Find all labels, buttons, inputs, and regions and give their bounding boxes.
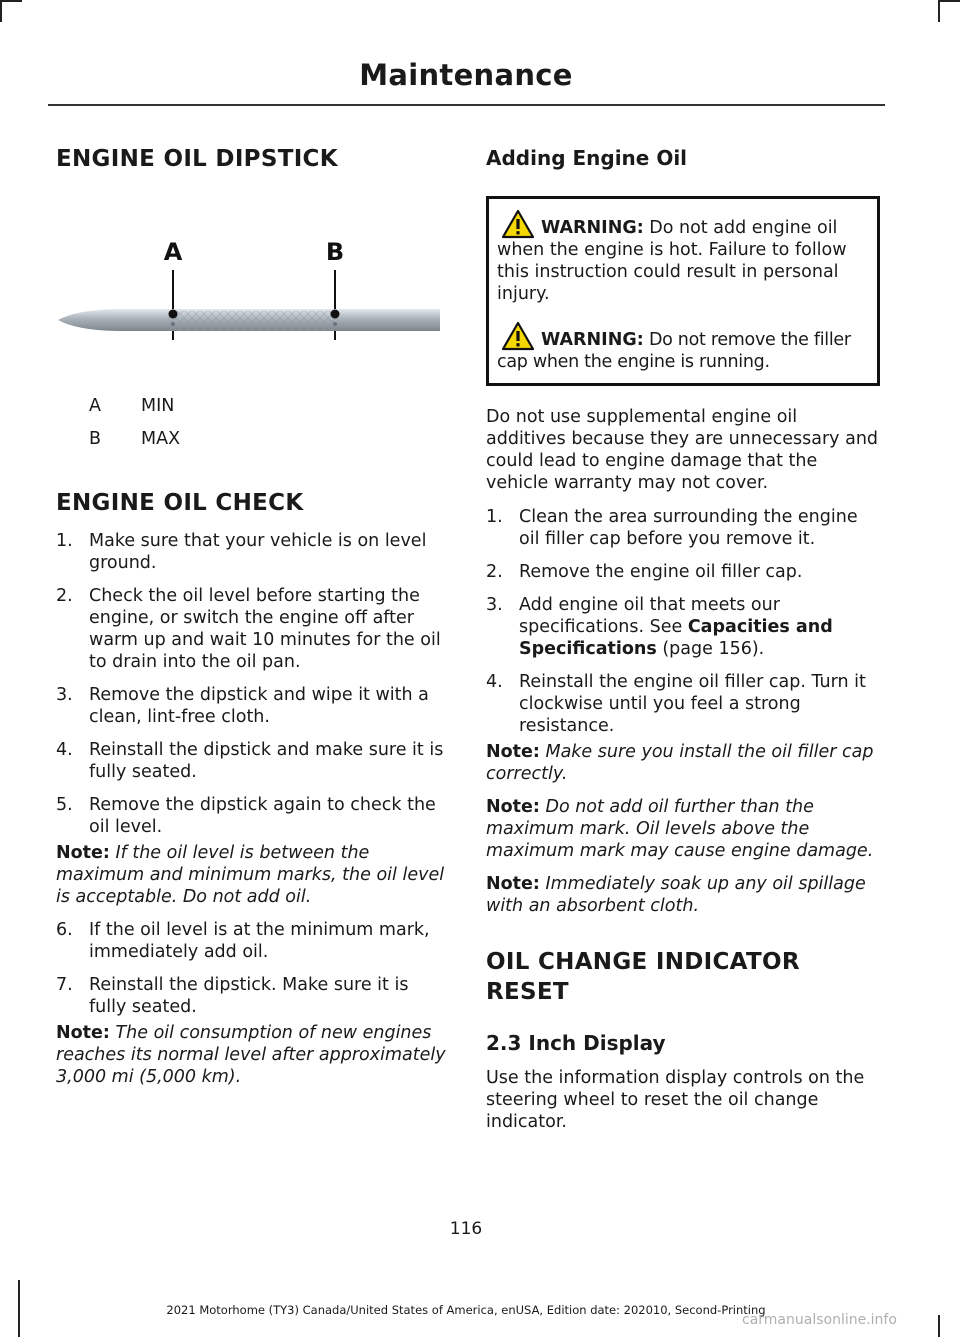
- note-label: Note:: [56, 843, 110, 863]
- step-text: Make sure that your vehicle is on level ground.: [89, 531, 427, 573]
- heading-line: OIL CHANGE INDICATOR: [486, 949, 800, 975]
- edition-footer: 2021 Motorhome (TY3) Canada/United States of America, enUSA, Edition date: 202010, Second-Printing: [166, 1303, 766, 1317]
- adding-oil-steps: [486, 506, 880, 737]
- note-text: Make sure you install the oil filler cap correctly.: [486, 742, 874, 784]
- note-text: If the oil level is between the maximum and minimum marks, the oil level is acceptable. Do not add oil.: [56, 843, 445, 907]
- list-item: [56, 530, 448, 574]
- note: [486, 796, 880, 862]
- note-label: Note:: [486, 742, 540, 762]
- list-item: [486, 506, 880, 550]
- step-text: Add engine oil that meets our specifications. See: [519, 595, 780, 637]
- right-column: [486, 140, 880, 1133]
- note: [56, 1022, 448, 1088]
- warning-text: Do not add engine oil when the engine is hot. Failure to follow this instruction could result in personal injury.: [497, 218, 847, 304]
- step-text: (page 156).: [656, 639, 765, 659]
- note-text: Immediately soak up any oil spillage with an absorbent cloth.: [486, 874, 866, 916]
- oil-check-heading: ENGINE OIL CHECK: [56, 490, 304, 516]
- display-paragraph: Use the information display controls on the steering wheel to reset the oil change indicator.: [486, 1068, 865, 1132]
- step-text: Remove the engine oil filler cap.: [519, 562, 803, 582]
- warning-label: WARNING:: [541, 330, 644, 350]
- list-item: [56, 684, 448, 728]
- crop-mark: [0, 0, 22, 2]
- oil-change-reset-heading: [486, 947, 880, 1007]
- step-text: Reinstall the engine oil filler cap. Turn it clockwise until you feel a strong resistance.: [519, 672, 866, 736]
- list-item: [56, 739, 448, 783]
- list-item: [56, 585, 448, 673]
- step-number: 2.: [56, 586, 73, 606]
- list-item: [56, 919, 448, 963]
- step-text: Remove the dipstick again to check the oil level.: [89, 795, 436, 837]
- note-label: Note:: [486, 797, 540, 817]
- step-text: Reinstall the dipstick and make sure it is fully seated.: [89, 740, 444, 782]
- oil-check-steps: [56, 530, 448, 838]
- warning-label: WARNING:: [541, 218, 644, 238]
- legend-value: MIN: [141, 396, 175, 416]
- legend-key: B: [89, 429, 102, 449]
- figure-label-a: A: [163, 238, 183, 266]
- step-text: Clean the area surrounding the engine oil filler cap before you remove it.: [519, 507, 858, 549]
- warning-triangle-icon: [501, 321, 535, 351]
- step-number: 4.: [486, 672, 503, 692]
- step-number: 3.: [486, 595, 503, 615]
- list-item: [486, 594, 880, 660]
- warning: [497, 321, 869, 373]
- header-rule: [48, 104, 885, 106]
- step-number: 7.: [56, 975, 73, 995]
- step-number: 1.: [486, 507, 503, 527]
- note: [486, 741, 880, 785]
- step-number: 1.: [56, 531, 73, 551]
- step-text: Remove the dipstick and wipe it with a clean, lint-free cloth.: [89, 685, 429, 727]
- step-number: 5.: [56, 795, 73, 815]
- crop-mark: [938, 0, 960, 2]
- list-item: [56, 794, 448, 838]
- dipstick-illustration: [56, 190, 448, 340]
- warning: [497, 209, 869, 305]
- page-number: 116: [449, 1219, 483, 1239]
- step-text: Reinstall the dipstick. Make sure it is fully seated.: [89, 975, 409, 1017]
- warning-triangle-icon: [501, 209, 535, 239]
- list-item: [56, 974, 448, 1018]
- left-column: [56, 140, 448, 1088]
- note-label: Note:: [486, 874, 540, 894]
- note-text: Do not add oil further than the maximum mark. Oil levels above the maximum mark may cause engine damage.: [486, 797, 874, 861]
- crop-mark: [938, 1315, 940, 1337]
- capacities-specifications-link[interactable]: Capacities and Specifications: [519, 617, 833, 659]
- figure-legend: [56, 395, 448, 450]
- step-text: If the oil level is at the minimum mark, immediately add oil.: [89, 920, 430, 962]
- crop-mark: [938, 0, 940, 22]
- step-number: 4.: [56, 740, 73, 760]
- note-text: The oil consumption of new engines reaches its normal level after approximately 3,000 mi (5,000 km).: [56, 1023, 446, 1087]
- legend-row: [56, 428, 448, 450]
- watermark: carmanualsonline.info: [742, 1312, 897, 1328]
- display-heading: 2.3 Inch Display: [486, 1031, 666, 1055]
- list-item: [486, 671, 880, 737]
- note-label: Note:: [56, 1023, 110, 1043]
- oil-check-steps-continued: [56, 919, 448, 1018]
- warning-box: [486, 196, 880, 386]
- note: [56, 842, 448, 908]
- step-number: 3.: [56, 685, 73, 705]
- step-number: 6.: [56, 920, 73, 940]
- list-item: [486, 561, 880, 583]
- page-header-title: Maintenance: [359, 58, 573, 92]
- step-text: Check the oil level before starting the engine, or switch the engine off after warm up and wait 10 minutes for the oil to drain into the oil pan.: [89, 586, 441, 672]
- intro-paragraph: Do not use supplemental engine oil additives because they are unnecessary and could lead to engine damage that the vehicle warranty may not cover.: [486, 407, 879, 493]
- heading-line: RESET: [486, 979, 569, 1005]
- note: [486, 873, 880, 917]
- adding-oil-heading: Adding Engine Oil: [486, 146, 688, 170]
- legend-row: [56, 395, 448, 417]
- figure-label-b: B: [325, 238, 345, 266]
- warning-text: Do not remove the filler cap when the engine is running.: [497, 330, 851, 372]
- legend-value: MAX: [141, 429, 181, 449]
- crop-mark: [0, 0, 2, 22]
- dipstick-heading: ENGINE OIL DIPSTICK: [56, 146, 338, 172]
- step-number: 2.: [486, 562, 503, 582]
- legend-key: A: [89, 396, 101, 416]
